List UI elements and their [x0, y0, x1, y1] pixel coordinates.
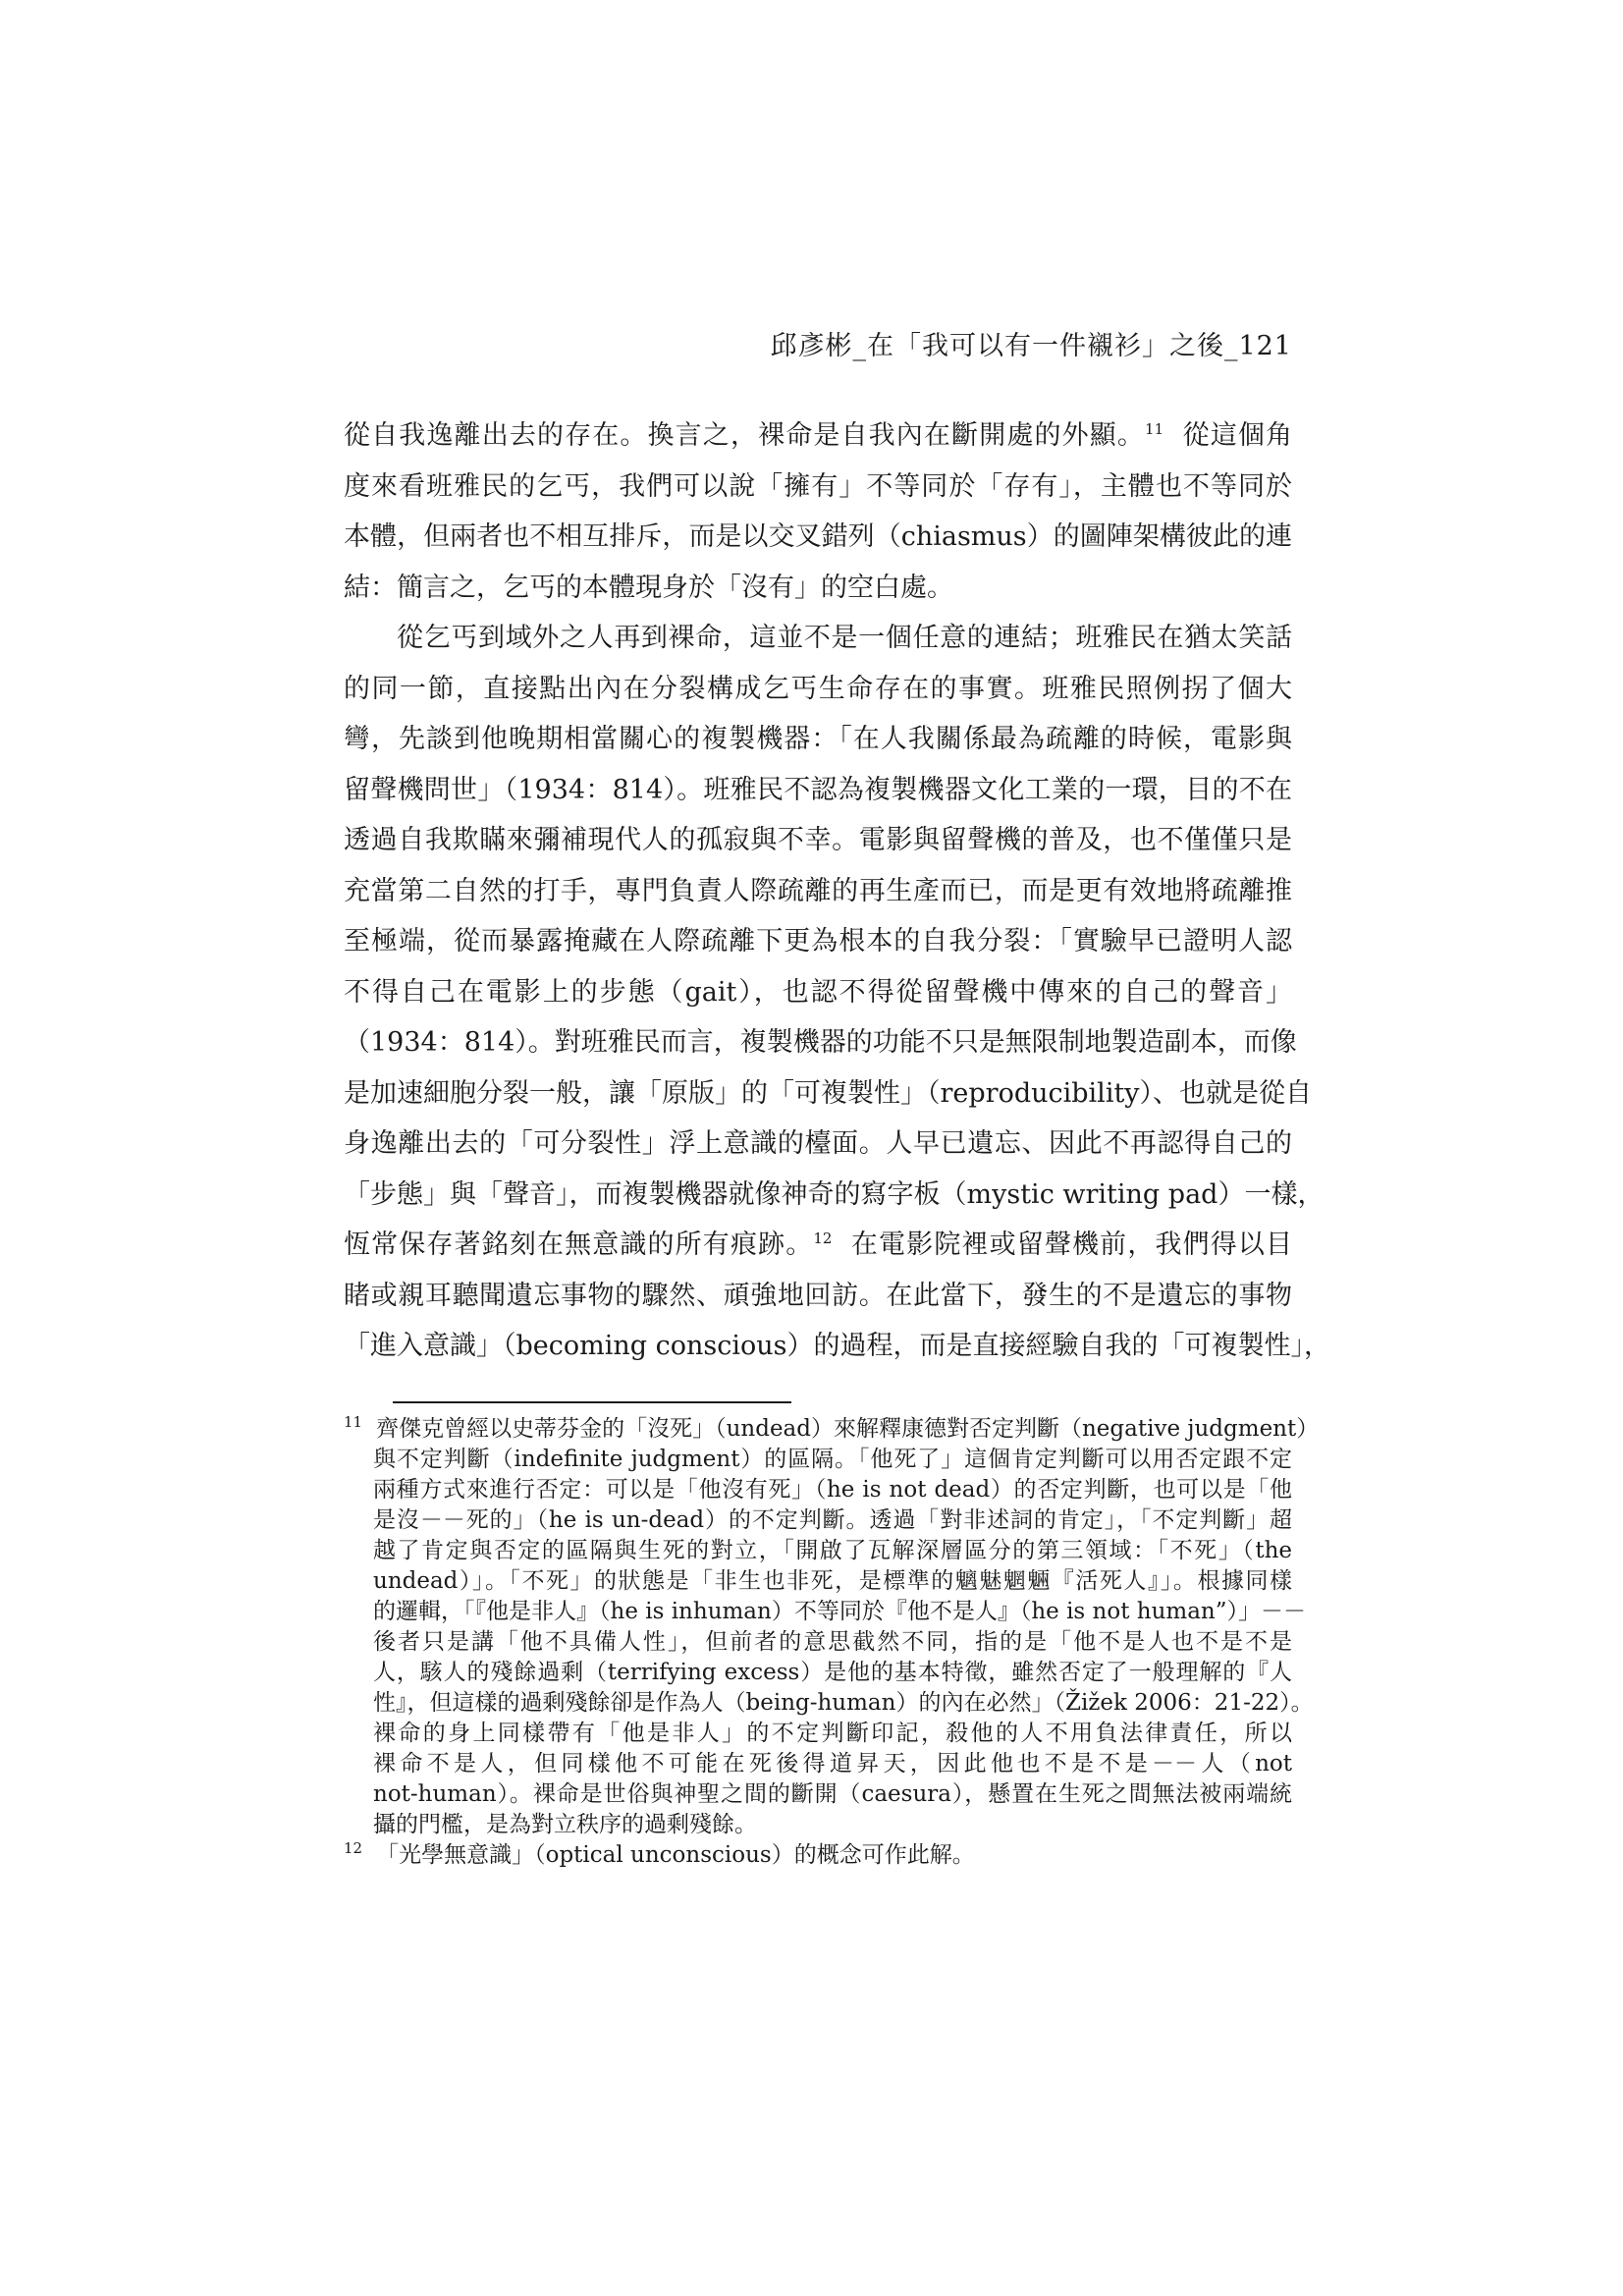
body-line-13: （1934：814）。對班雅民而言，複製機器的功能不只是無限制地製造副本，而像	[344, 1027, 1297, 1058]
body-line-2: 度來看班雅民的乞丐，我們可以說「擁有」不等同於「存有」，主體也不等同於	[344, 470, 1292, 502]
footnote-ref-12[interactable]: 12	[813, 1230, 833, 1247]
footnote-line: undead）」。「不死」的狀態是「非生也非死，是標準的魑魅魍魎『活死人』」。根據同樣	[373, 1568, 1292, 1594]
footnote-line: 後者只是講「他不具備人性」，但前者的意思截然不同，指的是「他不是人也不是不是	[373, 1629, 1292, 1655]
footnote-11	[344, 1413, 1320, 1840]
main-body-text	[344, 410, 1331, 1372]
footnote-separator-rule	[393, 1401, 791, 1403]
body-line-10: 充當第二自然的打手，專門負責人際疏離的再生產而已，而是更有效地將疏離推	[344, 875, 1292, 906]
footnote-line: 攝的門檻，是為對立秩序的過剩殘餘。	[373, 1812, 757, 1837]
footnote-line: 的邏輯，「『他是非人』（he is inhuman）不等同於『他不是人』（he is not human”）」－－	[373, 1599, 1306, 1624]
footnote-number-11: 11	[344, 1413, 363, 1432]
body-line-7: 彎，先談到他晚期相當關心的複製機器：「在人我關係最為疏離的時候，電影與	[344, 724, 1292, 754]
footnote-line: $^{12}$ 「光學無意識」（optical unconscious）的概念可作此解。	[344, 1839, 975, 1868]
footnote-line: 人，駭人的殘餘過剩（terrifying excess）是他的基本特徵，雖然否定了一般理解的『人	[373, 1660, 1292, 1685]
body-line-18: 睹或親耳聽聞遺忘事物的驟然、頑強地回訪。在此當下，發生的不是遺忘的事物	[344, 1280, 1292, 1311]
footnote-line: 裸命的身上同樣帶有「他是非人」的不定判斷印記，殺他的人不用負法律責任，所以	[373, 1721, 1292, 1746]
footnote-line: 越了肯定與否定的區隔與生死的對立，「開啟了瓦解深層區分的第三領域：「不死」（the	[373, 1538, 1292, 1563]
body-line-4: 結：簡言之，乞丐的本體現身於「沒有」的空白處。	[344, 572, 953, 603]
footnotes-section	[344, 1413, 1320, 1871]
footnote-line: not-human）。裸命是世俗與神聖之間的斷開（caesura），懸置在生死之間無法被兩端統	[373, 1781, 1292, 1807]
body-line-14: 是加速細胞分裂一般，讓「原版」的「可複製性」（reproducibility）、也就是從自	[344, 1077, 1313, 1109]
body-line-17: 恆常保存著銘刻在無意識的所有痕跡。$^{12}$ 在電影院裡或留聲機前，我們得以目	[344, 1230, 1293, 1260]
footnote-line: 裸命不是人，但同樣他不可能在死後得道昇天，因此他也不是不是－－人（not	[373, 1751, 1292, 1777]
footnote-line: 性』，但這樣的過剩殘餘卻是作為人（being-human）的內在必然」（Žižek 2006：21-22）。	[373, 1690, 1314, 1716]
body-line-3: 本體，但兩者也不相互排斥，而是以交叉錯列（chiasmus）的圖陣架構彼此的連	[344, 521, 1292, 552]
body-line-11: 至極端，從而暴露掩藏在人際疏離下更為根本的自我分裂：「實驗早已證明人認	[344, 926, 1292, 957]
body-line-9: 透過自我欺瞞來彌補現代人的孤寂與不幸。電影與留聲機的普及，也不僅僅只是	[344, 825, 1292, 855]
footnote-line: $^{11}$ 齊傑克曾經以史蒂芬金的「沒死」（undead）來解釋康德對否定判斷（negative judgment）	[344, 1413, 1320, 1442]
body-line-15: 身逸離出去的「可分裂性」浮上意識的檯面。人早已遺忘、因此不再認得自己的	[344, 1128, 1292, 1159]
footnote-number-12: 12	[344, 1839, 363, 1858]
footnote-line: 與不定判斷（indefinite judgment）的區隔。「他死了」這個肯定判斷可以用否定跟不定	[373, 1447, 1292, 1472]
body-line-12: 不得自己在電影上的步態（gait），也認不得從留聲機中傳來的自己的聲音」	[344, 976, 1292, 1008]
body-line-1: 從自我逸離出去的存在。換言之，裸命是自我內在斷開處的外顯。$^{11}$ 從這個角	[344, 420, 1293, 451]
running-head: 邱彥彬_在「我可以有一件襯衫」之後_121	[770, 331, 1292, 361]
footnote-ref-11[interactable]: 11	[1145, 420, 1164, 438]
body-line-6: 的同一節，直接點出內在分裂構成乞丐生命存在的事實。班雅民照例拐了個大	[344, 673, 1292, 704]
footnote-12	[344, 1840, 1292, 1871]
body-line-19: 「進入意識」（becoming conscious）的過程，而是直接經驗自我的「可複製性」，	[344, 1331, 1331, 1361]
footnote-line: 是沒－－死的」（he is un-dead）的不定判斷。透過「對非述詞的肯定」，「不定判斷」超	[373, 1507, 1292, 1533]
body-line-16: 「步態」與「聲音」，而複製機器就像神奇的寫字板（mystic writing pad）一樣，	[344, 1178, 1325, 1210]
body-line-5: 從乞丐到域外之人再到裸命，這並不是一個任意的連結；班雅民在猶太笑話	[397, 623, 1292, 653]
body-line-8: 留聲機問世」（1934：814）。班雅民不認為複製機器文化工業的一環，目的不在	[344, 774, 1292, 805]
footnote-line: 兩種方式來進行否定：可以是「他沒有死」（he is not dead）的否定判斷，也可以是「他	[373, 1477, 1292, 1503]
